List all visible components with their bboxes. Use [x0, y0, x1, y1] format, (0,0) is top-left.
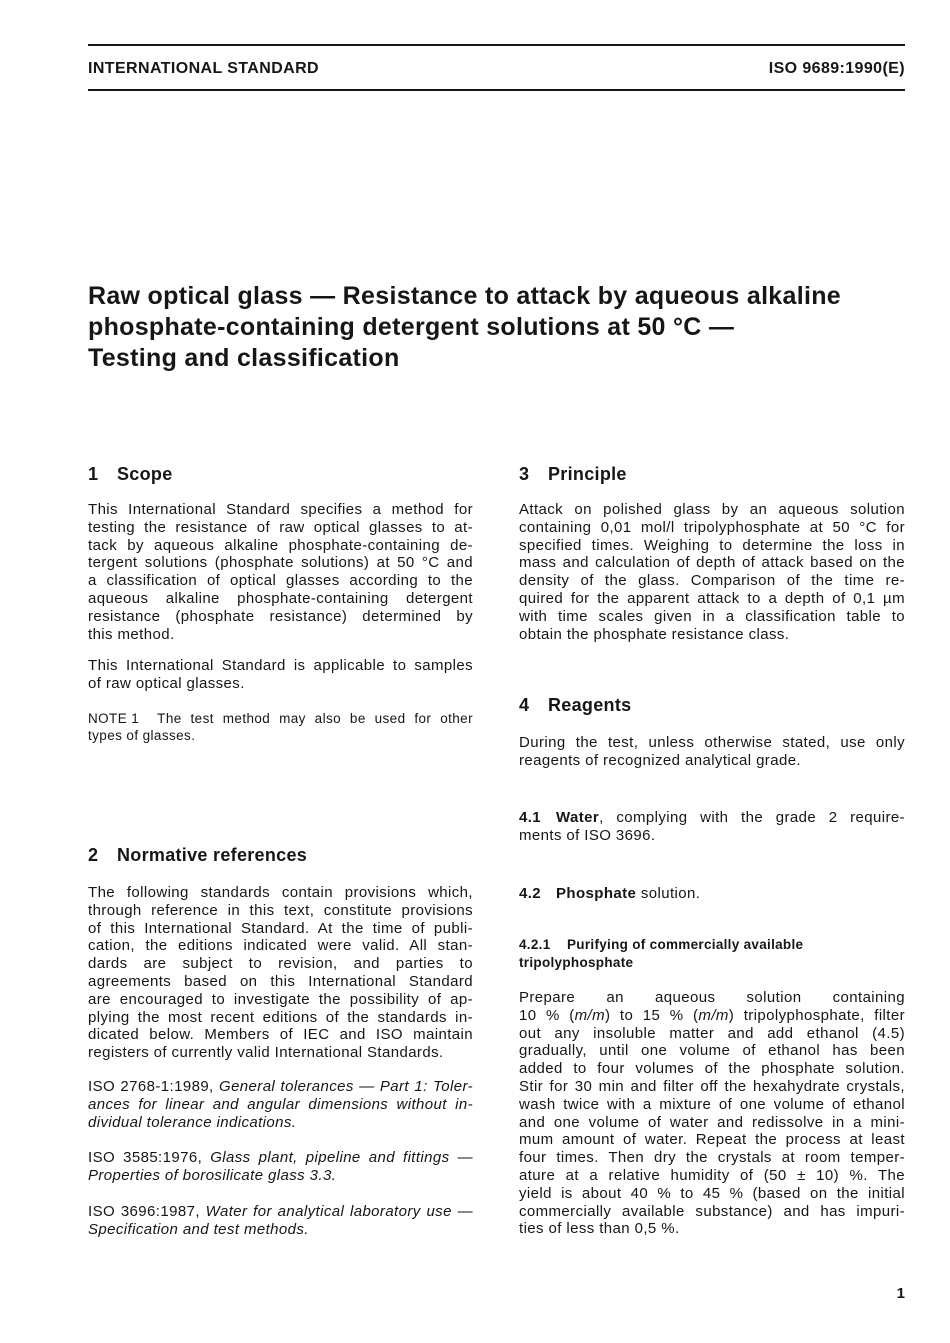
text-line: reagents of recognized analytical grade.: [519, 751, 802, 769]
text-line: agreements based on this International Standard: [88, 972, 473, 990]
clause-number: 4.1: [519, 809, 542, 826]
section-heading-scope: [88, 463, 473, 485]
text-line: and one volume of water and redissolve in a mini-: [519, 1113, 905, 1131]
reference-title: Water for analytical laboratory use —: [205, 1203, 473, 1220]
reference-entry: [88, 1078, 473, 1131]
text-line: mass and calculation of depth of attack based on the: [519, 554, 905, 572]
text-line: added to four volumes of the phosphate solution.: [519, 1060, 905, 1078]
reagents-intro: [519, 734, 905, 770]
page-number: 1: [896, 1285, 905, 1302]
text-line: Prepare an aqueous solution containing: [519, 989, 905, 1006]
clause-number: 4.2.1: [519, 937, 551, 952]
text-line: through reference in this text, constitute provisions: [88, 901, 473, 919]
reference-code: ISO 2768-1:1989,: [88, 1078, 214, 1095]
text-line: mum amount of water. Repeat the process at least: [519, 1131, 905, 1149]
text-line: testing the resistance of raw optical glasses to at-: [88, 518, 473, 536]
document-type: INTERNATIONAL STANDARD: [88, 60, 320, 77]
text-line: [88, 1096, 473, 1114]
scope-paragraph-1: [88, 501, 473, 643]
text-line: yield is about 40 % to 45 % (based on the initial: [519, 1184, 905, 1202]
clause-4-1-water: [519, 809, 905, 845]
text-segment: ) to 15 % (: [605, 1006, 699, 1024]
text-line: are encouraged to investigate the possibility of ap-: [88, 990, 473, 1008]
reference-title: Glass plant, pipeline and fittings —: [210, 1149, 473, 1166]
text-line: [519, 936, 905, 954]
text-line: this method.: [88, 625, 175, 643]
text-line: tack by aqueous alkaline phosphate-containing de-: [88, 536, 473, 554]
text-line: [88, 1149, 473, 1167]
section-heading-principle: [519, 463, 905, 485]
text-segment: ) tripolyphosphate, filter: [728, 1006, 905, 1024]
text-line: The following standards contain provisions which,: [88, 884, 473, 901]
text-line: ties of less than 0,5 %.: [519, 1220, 680, 1238]
text-line: This International Standard is applicable to samples: [88, 657, 473, 674]
section-title: Principle: [548, 464, 627, 484]
text-line: aqueous alkaline phosphate-containing detergent: [88, 589, 473, 607]
text-line: [519, 885, 905, 903]
text-line: [519, 1007, 905, 1025]
text-line: tergent solutions (phosphate solutions) at 50 °C and: [88, 554, 473, 572]
text-line: Stir for 30 min and filter off the hexahydrate crystals,: [519, 1077, 905, 1095]
text-line: specified times. Weighing to determine the loss in: [519, 536, 905, 554]
text-line: gradually, until one volume of ethanol has been: [519, 1042, 905, 1060]
title-line: phosphate-containing detergent solutions at 50 °C —: [88, 313, 735, 341]
reference-entry: [88, 1149, 473, 1185]
text-line: density of the glass. Comparison of the time re-: [519, 572, 905, 590]
section-title: Normative references: [117, 845, 308, 865]
clause-number: 4.2: [519, 885, 542, 902]
normative-references-intro: [88, 884, 473, 1062]
text-line: of raw optical glasses.: [88, 674, 245, 692]
note-label: NOTE 1: [88, 711, 140, 726]
reference-title: General tolerances — Part 1: Toler-: [219, 1078, 473, 1095]
clause-4-2-1-heading: [519, 936, 905, 972]
text-line: [88, 710, 473, 727]
text-line: commercially available substance) and has impuri-: [519, 1202, 905, 1220]
scope-paragraph-2: [88, 657, 473, 693]
section-number: 2: [88, 845, 99, 865]
text-line: [88, 1078, 473, 1096]
text-line: This International Standard specifies a method for: [88, 501, 473, 518]
text-line: [88, 1203, 473, 1221]
text-line: out any insoluble matter and add ethanol (4.5): [519, 1024, 905, 1042]
text-line: types of glasses.: [88, 728, 196, 743]
principle-paragraph: [519, 501, 905, 643]
clause-text: , complying with the grade 2 require-: [599, 809, 905, 826]
section-number: 3: [519, 464, 530, 484]
text-line: [519, 809, 905, 827]
text-line: containing 0,01 mol/l tripolyphosphate at 50 °C for: [519, 518, 905, 536]
text-line: dards are subject to revision, and parties to: [88, 955, 473, 973]
title-line: Testing and classification: [88, 344, 400, 372]
document-title: [88, 281, 841, 374]
text-line: ature at a relative humidity of (50 ± 10) %. The: [519, 1166, 905, 1184]
text-line: four times. Then dry the crystals at room temper-: [519, 1149, 905, 1167]
header-top-rule: [88, 44, 905, 46]
reference-title: dividual tolerance indications.: [88, 1113, 297, 1131]
text-line: Attack on polished glass by an aqueous solution: [519, 501, 905, 518]
title-line: Raw optical glass — Resistance to attack by aqueous alkaline: [88, 282, 841, 310]
clause-4-2-1-paragraph: [519, 989, 905, 1238]
reference-title: ances for linear and angular dimensions without in-: [88, 1095, 473, 1113]
section-heading-normative-references: [88, 844, 473, 866]
text-line: plying the most recent editions of the standards in-: [88, 1008, 473, 1026]
clause-title: tripolyphosphate: [519, 955, 634, 970]
reference-title: Specification and test methods.: [88, 1220, 309, 1238]
section-heading-reagents: [519, 694, 905, 716]
note-text: The test method may also be used for other: [157, 711, 473, 726]
text-line: dicated below. Members of IEC and ISO maintain: [88, 1026, 473, 1044]
text-line: [88, 1221, 473, 1239]
text-segment: 10 % (: [519, 1006, 575, 1024]
document-number: ISO 9689:1990(E): [768, 60, 905, 77]
section-number: 4: [519, 695, 530, 715]
clause-term: Phosphate: [556, 885, 637, 902]
clause-4-2-phosphate-solution: [519, 885, 905, 903]
reference-code: ISO 3585:1976,: [88, 1149, 203, 1166]
clause-text: solution.: [636, 885, 701, 902]
text-line: During the test, unless otherwise stated, use only: [519, 734, 905, 751]
text-line: ments of ISO 3696.: [519, 826, 656, 844]
section-title: Scope: [117, 464, 173, 484]
text-line: [88, 1114, 473, 1132]
reference-title: Properties of borosilicate glass 3.3.: [88, 1166, 337, 1184]
text-line: obtain the phosphate resistance class.: [519, 625, 790, 643]
text-line: with time scales given in a classification table to: [519, 607, 905, 625]
text-line: a classification of optical glasses according to the: [88, 572, 473, 590]
text-line: cation, the editions indicated were valid. All stan-: [88, 937, 473, 955]
clause-term: Water: [556, 809, 600, 826]
text-line: wash twice with a mixture of one volume of ethanol: [519, 1095, 905, 1113]
text-segment-italic: m/m: [698, 1006, 729, 1024]
scope-note: [88, 710, 473, 744]
clause-title: Purifying of commercially available: [567, 937, 804, 952]
text-line: [88, 1167, 473, 1185]
header-bottom-rule: [88, 89, 905, 91]
text-line: of this International Standard. At the time of publi-: [88, 919, 473, 937]
text-line: registers of currently valid International Standards.: [88, 1044, 444, 1062]
reference-code: ISO 3696:1987,: [88, 1203, 200, 1220]
text-line: quired for the apparent attack to a depth of 0,1 µm: [519, 589, 905, 607]
section-number: 1: [88, 464, 99, 484]
section-title: Reagents: [548, 695, 632, 715]
reference-entry: [88, 1203, 473, 1239]
text-line: resistance (phosphate resistance) determined by: [88, 607, 473, 625]
text-segment-italic: m/m: [574, 1006, 606, 1024]
